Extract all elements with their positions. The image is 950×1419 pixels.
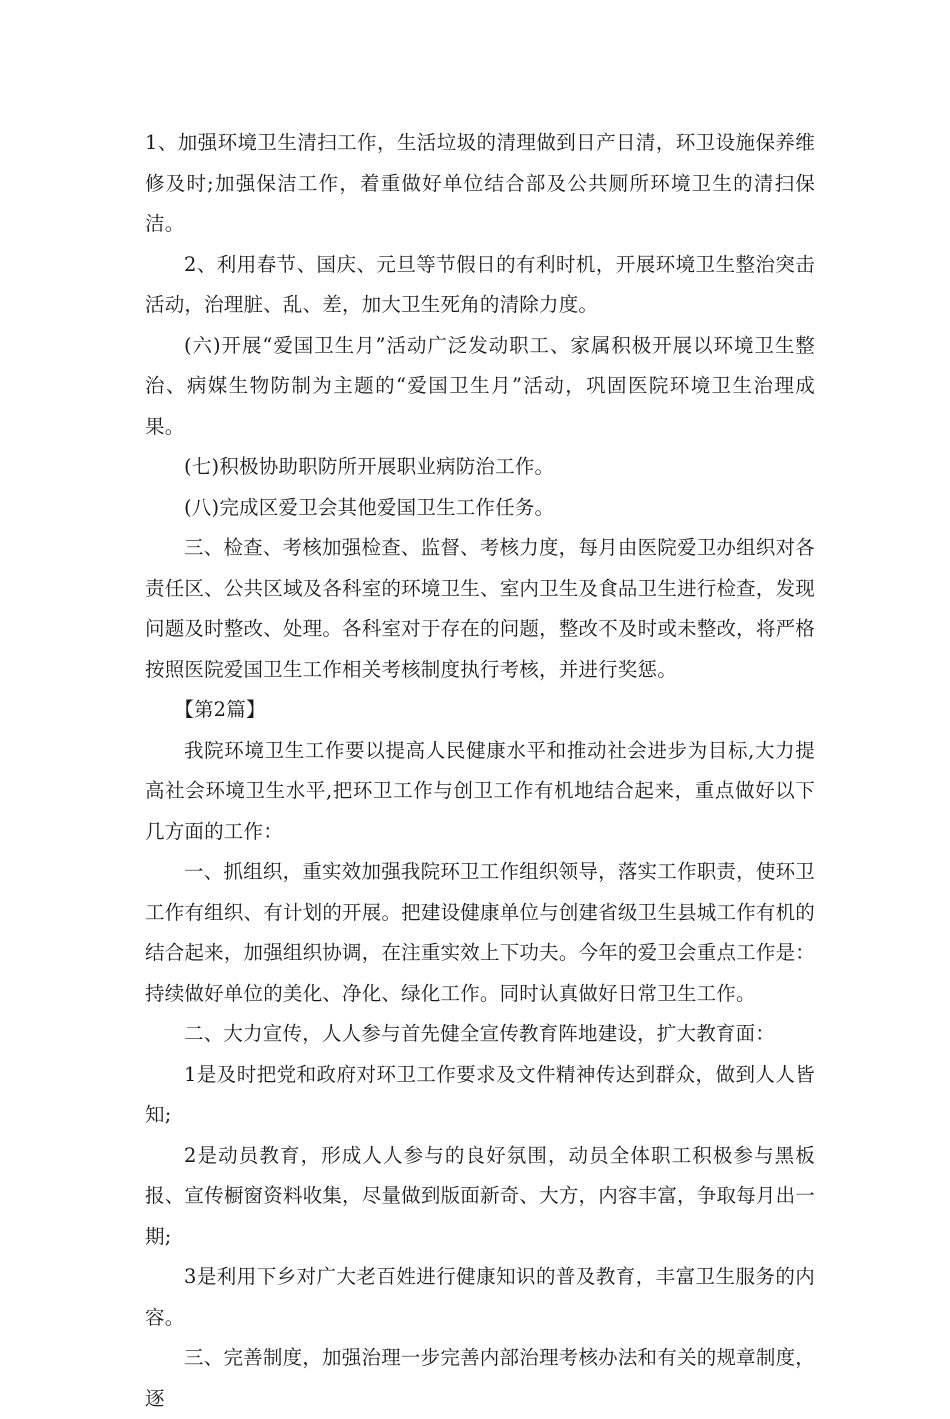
paragraph-5: (八)完成区爱卫会其他爱国卫生工作任务。 [184,495,555,519]
paragraph-9: 一、抓组织，重实效加强我院环卫工作组织领导，落实工作职责，使环卫工作有组织、有计划的开展。把建设健康单位与创建省级卫生县城工作有机的结合起来，加强组织协调，在注重实效上下功夫。今年的爱卫会重点工作是：持续做好单位的美化、净化、绿化工作。同时认真做好日常卫生工作。 [145,860,815,1005]
paragraph-4: (七)积极协助职防所开展职业病防治工作。 [184,455,555,478]
chapter-heading: 【第2篇】 [174,698,266,721]
paragraph-12: 2是动员教育，形成人人参与的良好氛围，动员全体职工积极参与黑板报、宣传橱窗资料收集，尽量做到版面新奇、大方，内容丰富，争取每月出一期; [145,1143,815,1248]
paragraph-1: 1、加强环境卫生清扫工作，生活垃圾的清理做到日产日清，环卫设施保养维修及时;加强保洁工作，着重做好单位结合部及公共厕所环境卫生的清扫保洁。 [145,131,815,235]
paragraph-8: 我院环境卫生工作要以提高人民健康水平和推动社会进步为目标,大力提高社会环境卫生水平,把环卫工作与创卫工作有机地结合起来，重点做好以下几方面的工作： [145,738,815,843]
paragraph-13: 3是利用下乡对广大老百姓进行健康知识的普及教育，丰富卫生服务的内容。 [145,1265,815,1329]
paragraph-14: 三、完善制度，加强治理一步完善内部治理考核办法和有关的规章制度，逐 [145,1346,815,1410]
paragraph-6: 三、检查、考核加强检查、监督、考核力度，每月由医院爱卫办组织对各责任区、公共区域及各科室的环境卫生、室内卫生及食品卫生进行检查，发现问题及时整改、处理。各科室对于存在的问题，整改不及时或未整改，将严格按照医院爱国卫生工作相关考核制度执行考核，并进行奖惩。 [145,536,815,681]
paragraph-11: 1是及时把党和政府对环卫工作要求及文件精神传达到群众，做到人人皆知; [145,1062,815,1126]
paragraph-10: 二、大力宣传，人人参与首先健全宣传教育阵地建设，扩大教育面： [184,1022,776,1045]
document-body [145,123,815,1419]
paragraph-2: 2、利用春节、国庆、元旦等节假日的有利时机，开展环境卫生整治突击活动，治理脏、乱、差，加大卫生死角的清除力度。 [145,252,815,316]
paragraph-3: (六)开展“爱国卫生月”活动广泛发动职工、家属积极开展以环境卫生整治、病媒生物防制为主题的“爱国卫生月”活动，巩固医院环境卫生治理成果。 [145,333,815,438]
